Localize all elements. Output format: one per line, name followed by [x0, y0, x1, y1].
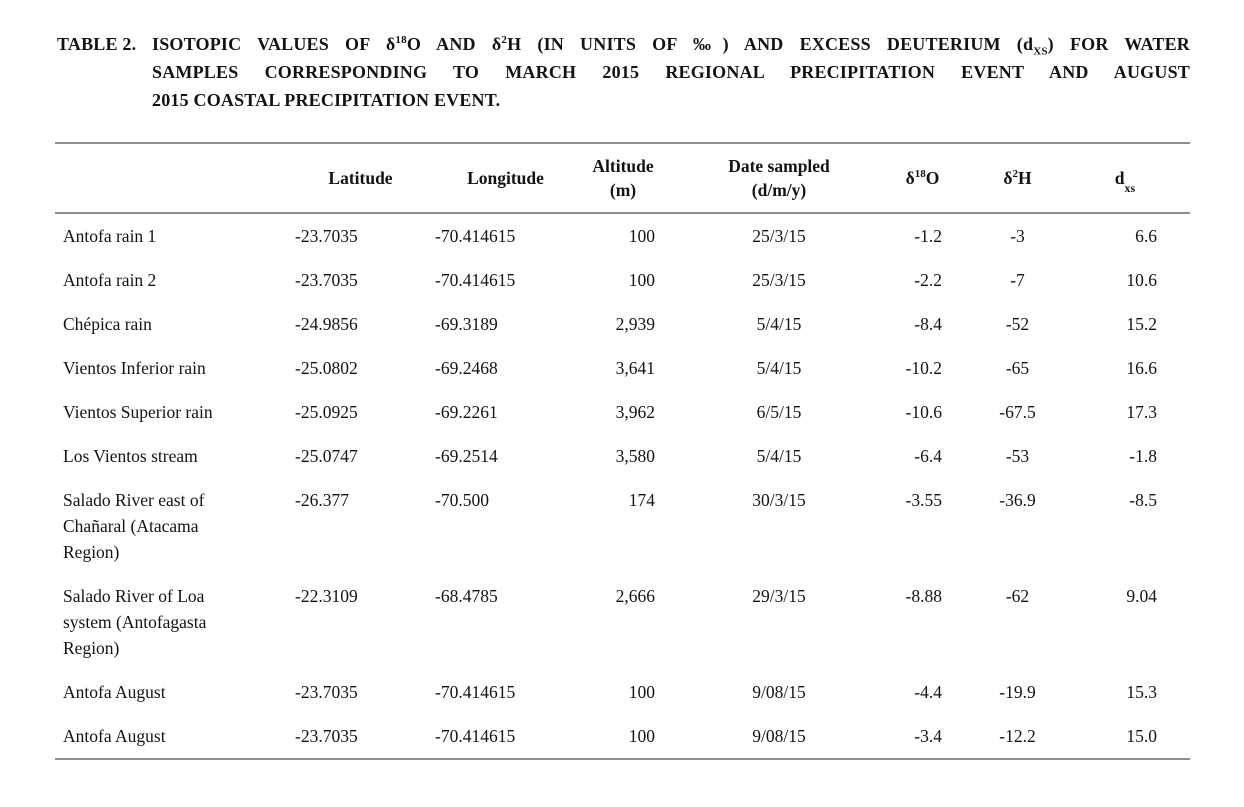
cell-dxs: 15.0	[1126, 726, 1157, 746]
cell-latitude: -23.7035	[295, 682, 358, 702]
table-row	[55, 258, 1190, 302]
table-body	[55, 213, 1190, 759]
cell-date: 25/3/15	[752, 270, 806, 290]
cell-sample: Chépica rain	[63, 314, 152, 334]
cell-d2h: -3	[1010, 226, 1025, 246]
caption-seg: H (IN UNITS OF ‰) AND EXCESS DEUTERIUM (d	[507, 34, 1034, 54]
element-h: H	[1017, 168, 1032, 188]
superscript-18: 18	[914, 168, 926, 181]
table-caption	[57, 30, 1190, 114]
cell-d18o: -2.2	[914, 270, 942, 290]
cell-d2h: -36.9	[999, 490, 1036, 510]
header-longitude: Longitude	[467, 168, 544, 188]
cell-dxs: 6.6	[1135, 226, 1157, 246]
caption-line-3: 2015 COASTAL PRECIPITATION EVENT.	[152, 90, 501, 110]
caption-subscript-xs: XS	[1033, 45, 1048, 58]
cell-altitude: 2,666	[615, 586, 655, 606]
cell-altitude: 3,580	[615, 446, 655, 466]
cell-sample: Antofa August	[63, 682, 166, 702]
header-delta-18o	[890, 143, 955, 213]
cell-date: 5/4/15	[756, 314, 802, 334]
cell-dxs: 17.3	[1126, 402, 1157, 422]
cell-sample: Vientos Inferior rain	[63, 358, 206, 378]
superscript-2: 2	[1012, 168, 1018, 181]
caption-seg: O AND δ	[406, 34, 502, 54]
cell-d2h: -12.2	[999, 726, 1036, 746]
table-row	[55, 390, 1190, 434]
cell-altitude: 3,962	[615, 402, 655, 422]
header-date-sampled	[668, 143, 890, 213]
cell-longitude: -70.414615	[435, 726, 516, 746]
cell-date: 9/08/15	[752, 682, 806, 702]
cell-d18o: -3.55	[905, 490, 942, 510]
table-caption-text	[152, 30, 1190, 114]
cell-dxs: 16.6	[1126, 358, 1157, 378]
header-sample	[55, 143, 288, 213]
caption-superscript-2: 2	[501, 34, 508, 46]
cell-date: 25/3/15	[752, 226, 806, 246]
cell-date: 29/3/15	[752, 586, 806, 606]
cell-longitude: -69.3189	[435, 314, 498, 334]
cell-d18o: -10.6	[905, 402, 942, 422]
cell-dxs: -1.8	[1129, 446, 1157, 466]
cell-longitude: -70.414615	[435, 226, 516, 246]
cell-dxs: 9.04	[1126, 586, 1157, 606]
header-delta-2h	[955, 143, 1080, 213]
element-o: O	[925, 168, 940, 188]
caption-seg: ) FOR WATER	[1047, 34, 1190, 54]
cell-latitude: -25.0802	[295, 358, 358, 378]
header-altitude: Altitude (m)	[592, 156, 654, 200]
isotope-table	[55, 142, 1190, 760]
cell-latitude: -25.0925	[295, 402, 358, 422]
table-row	[55, 213, 1190, 258]
cell-longitude: -70.414615	[435, 270, 516, 290]
cell-d18o: -6.4	[914, 446, 942, 466]
cell-altitude: 100	[628, 682, 655, 702]
table-row	[55, 434, 1190, 478]
cell-latitude: -23.7035	[295, 270, 358, 290]
cell-d18o: -4.4	[914, 682, 942, 702]
cell-sample: Antofa rain 2	[63, 270, 157, 290]
cell-d18o: -10.2	[905, 358, 942, 378]
caption-seg: ISOTOPIC VALUES OF δ	[152, 34, 396, 54]
cell-altitude: 174	[628, 490, 655, 510]
table-row	[55, 714, 1190, 759]
cell-dxs: -8.5	[1129, 490, 1157, 510]
cell-longitude: -69.2261	[435, 402, 498, 422]
table-row	[55, 670, 1190, 714]
header-latitude: Latitude	[328, 168, 393, 188]
cell-dxs: 15.2	[1126, 314, 1157, 334]
delta-symbol: δ	[1003, 168, 1013, 188]
delta-symbol: δ	[905, 168, 915, 188]
cell-date: 5/4/15	[756, 358, 802, 378]
cell-altitude: 100	[628, 226, 655, 246]
cell-longitude: -68.4785	[435, 586, 498, 606]
caption-superscript-18: 18	[395, 34, 407, 46]
dxs-subscript: xs	[1124, 180, 1136, 195]
table-caption-label: TABLE 2.	[57, 34, 137, 54]
cell-longitude: -70.500	[435, 490, 489, 510]
cell-dxs: 10.6	[1126, 270, 1157, 290]
table-row	[55, 302, 1190, 346]
cell-latitude: -22.3109	[295, 586, 358, 606]
cell-latitude: -23.7035	[295, 726, 358, 746]
cell-sample: Vientos Superior rain	[63, 402, 213, 422]
cell-longitude: -69.2468	[435, 358, 498, 378]
cell-longitude: -69.2514	[435, 446, 498, 466]
cell-d2h: -19.9	[999, 682, 1036, 702]
cell-d18o: -1.2	[914, 226, 942, 246]
cell-d18o: -8.88	[905, 586, 942, 606]
cell-latitude: -24.9856	[295, 314, 358, 334]
header-date-line1: Date sampled	[728, 156, 830, 176]
header-date-line2: (d/m/y)	[751, 180, 807, 200]
cell-dxs: 15.3	[1126, 682, 1157, 702]
cell-sample: Los Vientos stream	[63, 446, 198, 466]
cell-sample: Salado River east of Chañaral (Atacama Region)	[63, 490, 205, 562]
cell-d2h: -7	[1010, 270, 1025, 290]
caption-line-2: SAMPLES CORRESPONDING TO MARCH 2015 REGIONAL PRECIPITATION EVENT AND AUGUST	[152, 62, 1190, 82]
table-row	[55, 574, 1190, 670]
table-row	[55, 346, 1190, 390]
cell-altitude: 100	[628, 270, 655, 290]
cell-date: 9/08/15	[752, 726, 806, 746]
cell-sample: Salado River of Loa system (Antofagasta Region)	[63, 586, 207, 658]
cell-d2h: -52	[1005, 314, 1030, 334]
cell-sample: Antofa August	[63, 726, 166, 746]
header-row	[55, 143, 1190, 213]
caption-line-1	[152, 30, 1190, 58]
cell-longitude: -70.414615	[435, 682, 516, 702]
cell-date: 5/4/15	[756, 446, 802, 466]
cell-date: 30/3/15	[752, 490, 806, 510]
cell-date: 6/5/15	[756, 402, 802, 422]
cell-d18o: -3.4	[914, 726, 942, 746]
cell-d2h: -65	[1005, 358, 1030, 378]
cell-d2h: -62	[1005, 586, 1030, 606]
cell-latitude: -25.0747	[295, 446, 358, 466]
cell-sample: Antofa rain 1	[63, 226, 157, 246]
dxs-base: d	[1114, 168, 1125, 188]
cell-altitude: 100	[628, 726, 655, 746]
cell-d2h: -67.5	[999, 402, 1036, 422]
cell-altitude: 3,641	[615, 358, 655, 378]
cell-d2h: -53	[1005, 446, 1030, 466]
header-dxs	[1080, 143, 1190, 213]
table-row	[55, 478, 1190, 574]
cell-latitude: -23.7035	[295, 226, 358, 246]
cell-altitude: 2,939	[615, 314, 655, 334]
cell-d18o: -8.4	[914, 314, 942, 334]
cell-latitude: -26.377	[295, 490, 349, 510]
